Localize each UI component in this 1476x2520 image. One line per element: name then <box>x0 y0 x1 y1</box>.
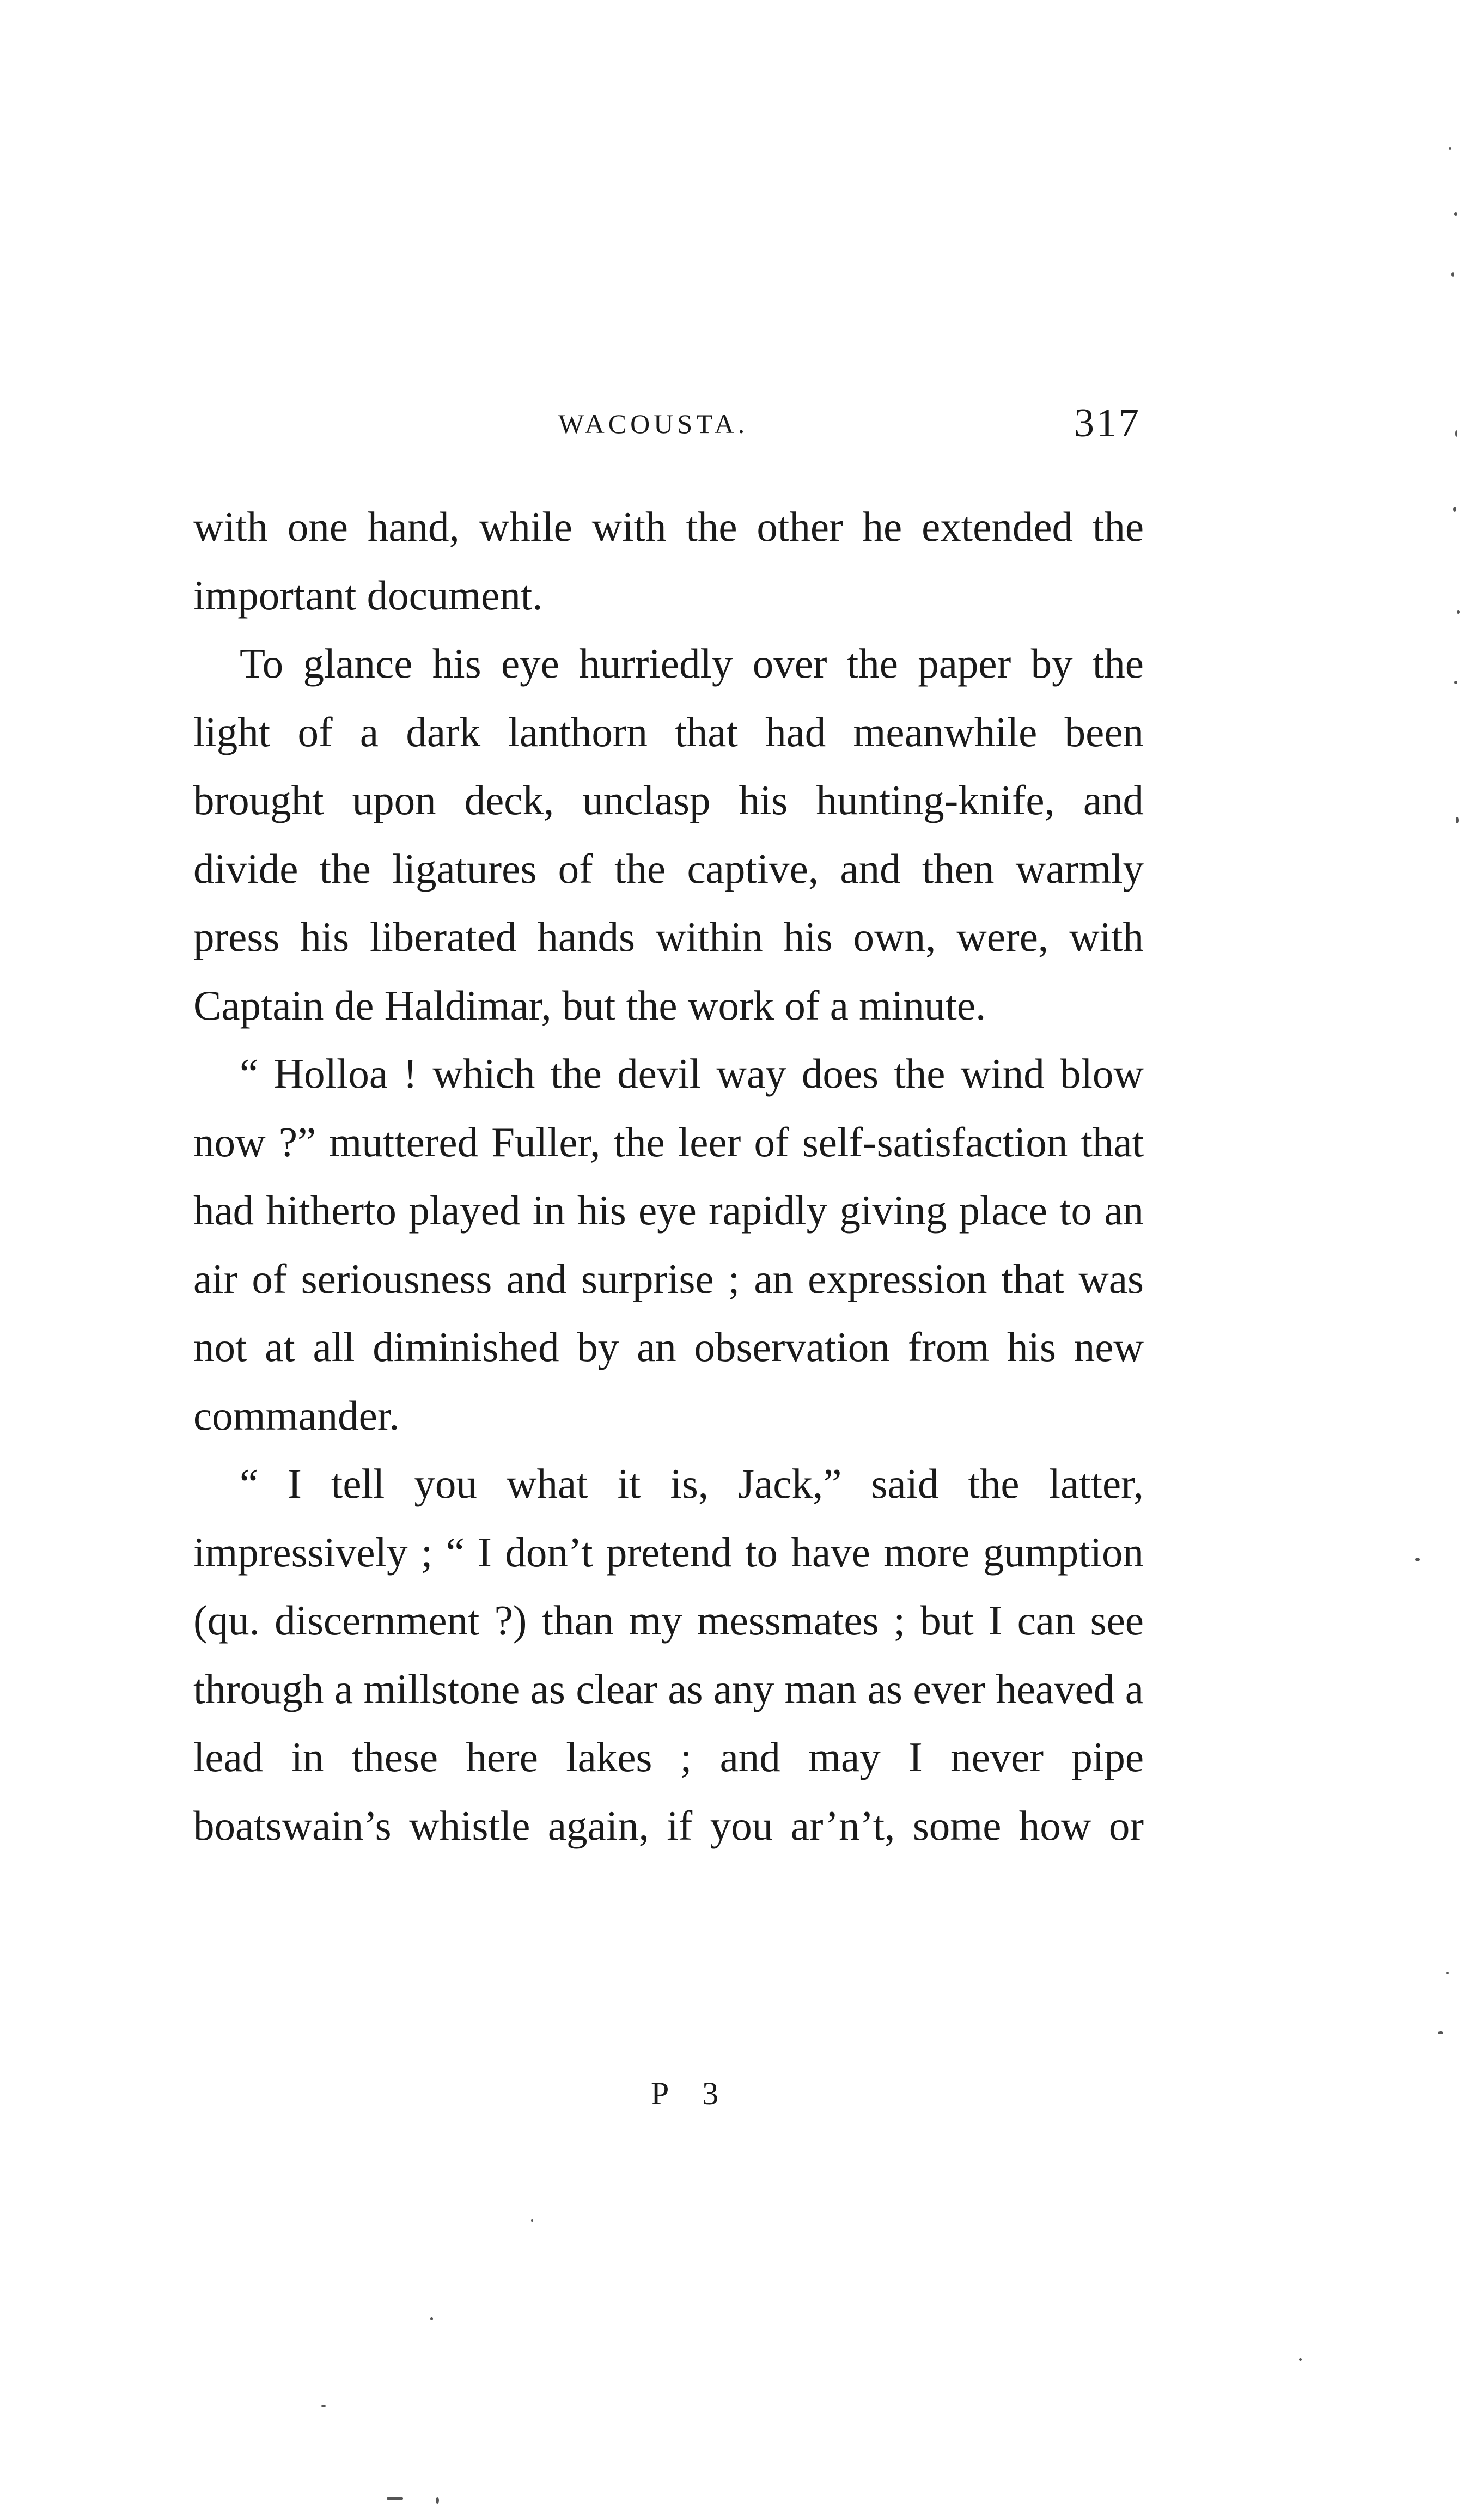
scan-speck <box>531 2219 533 2222</box>
scan-speck <box>1453 507 1456 512</box>
scan-speck <box>430 2317 433 2320</box>
running-title: WACOUSTA. <box>558 408 749 439</box>
paragraph-glance: To glance his eye hurriedly over the paper by the light of a dark lanthorn that had meanwhile been brought upon deck, unclasp his hunting-knife, and divide the ligatures of the captive, and then warmly press his liberated hands within his own, were, with Captain de Haldimar, but the work of a minute. <box>193 640 1144 1029</box>
scan-speck <box>1451 272 1454 277</box>
scan-speck <box>1454 212 1457 216</box>
page-number: 317 <box>1074 401 1141 446</box>
signature-mark: P 3 <box>651 2076 732 2112</box>
paragraph-continuation: with one hand, while with the other he extended the important document. <box>193 503 1144 619</box>
scan-speck <box>436 2497 439 2504</box>
scan-speck <box>1454 681 1457 684</box>
scan-speck <box>1446 1972 1449 1974</box>
scan-speck <box>1299 2358 1302 2361</box>
scan-speck <box>1415 1558 1420 1561</box>
scan-speck <box>1456 817 1459 823</box>
scan-speck <box>1457 610 1460 614</box>
running-head <box>558 400 1157 449</box>
scan-speck <box>387 2497 403 2500</box>
scan-speck <box>1438 2031 1443 2034</box>
scan-speck <box>321 2405 326 2407</box>
paragraph-tell-you: “ I tell you what it is, Jack,” said the latter, impressively ; “ I don’t pretend to have more gumption (qu. discernment ?) than my messmates ; but I can see through a millstone as clear as any man as ever heaved a lead in these here lakes ; and may I never pipe boatswain’s whistle again, if you ar’n’t, some how or <box>193 1460 1144 1849</box>
paragraph-holloa: “ Holloa ! which the devil way does the wind blow now ?” muttered Fuller, the leer of self-satisfaction that had hitherto played in his eye rapidly giving place to an air of seriousness and surprise ; an expression that was not at all diminished by an observation from his new commander. <box>193 1050 1144 1439</box>
body-text <box>193 493 1144 1860</box>
scan-speck <box>1455 430 1457 437</box>
scan-speck <box>1449 147 1451 150</box>
